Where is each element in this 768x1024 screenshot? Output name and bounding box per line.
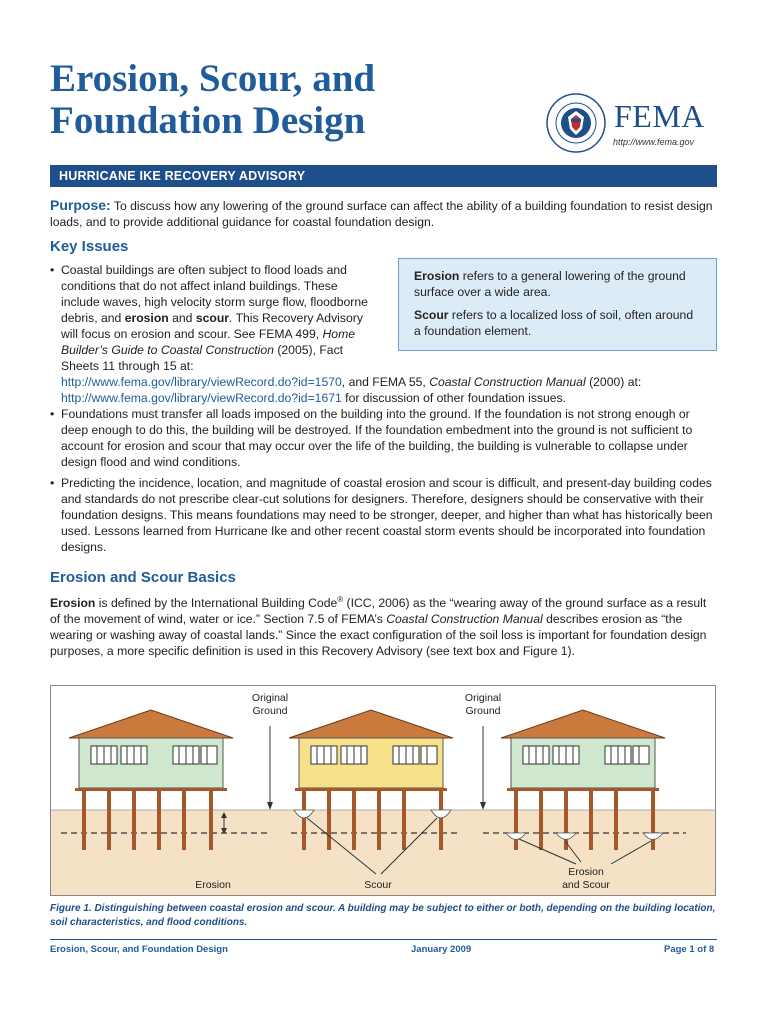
registered-mark: ® [337,595,344,604]
b1-text-2: and [168,311,196,325]
label-original-ground-2: Original [464,692,502,704]
b1-text-1: Coastal buildings are often subject to flood loads and conditions that do not affect inland buildings. These include waves, high velocity storm surge flow, floodborne debris, and [61,263,368,325]
callout-scour-def [414,307,701,339]
advisory-banner: HURRICANE IKE RECOVERY ADVISORY [50,165,717,187]
figure-caption: Figure 1. Distinguishing between coastal erosion and scour. A building may be subject to either or both, depending on the building location, soil characteristics, and flood conditions. [50,903,716,928]
bullet-2-text: Foundations must transfer all loads imposed on the building into the ground. If the foundation is not strong enough or deep enough to do this, the building will be destroyed. If the foundation embedment into the ground is not sufficient to account for erosion and scour that may occur over the life of the building, the building is vulnerable to collapse under design flood and wind conditions. [61,407,693,469]
dhs-seal-icon [546,93,606,153]
label-original-ground-2b: Ground [465,705,501,717]
callout-scour-term: Scour [414,308,449,322]
b1-text-4: (2005), Fact Sheets 11 through 15 at: [61,343,344,373]
footer-page: Page 1 of 8 [664,944,715,955]
b1-link-1671[interactable]: http://www.fema.gov/library/viewRecord.do?id=1671 [61,391,342,405]
house-erosion [69,710,233,791]
document-title [50,58,520,142]
purpose-text: To discuss how any lowering of the ground surface can affect the ability of a building foundation to resist design loads, and to provide additional guidance for coastal foundation design. [50,199,713,229]
title-line-2: Foundation Design [50,99,366,142]
fema-url: http://www.fema.gov [613,137,695,147]
house-erosion-scour [501,710,665,791]
label-original-ground-1b: Ground [252,705,288,717]
basics-term: Erosion [50,596,96,611]
fema-wordmark: FEMA [614,98,705,134]
key-issue-bullet-3 [50,475,718,555]
label-original-ground-1: Original [251,692,289,704]
bullet-marker: • [50,476,55,490]
b1-bold-scour: scour [195,311,230,325]
purpose-paragraph [50,197,718,230]
callout-erosion-text: refers to a general lowering of the ground surface over a wide area. [414,269,686,299]
definition-callout-box [398,258,717,351]
b1-text-7: for discussion of other foundation issues. [341,391,567,405]
footer-rule [50,939,717,940]
b1-text-5: , and FEMA 55, [341,375,430,389]
callout-erosion-term: Erosion [414,269,460,283]
key-issues-heading: Key Issues [50,238,129,255]
b1-italic-guide: Home Builder’s Guide to Coastal Construction [61,327,356,357]
basics-italic-manual: Coastal Construction Manual [386,612,543,627]
bullet-marker: • [50,263,55,277]
key-issue-bullet-2 [50,406,718,470]
label-erosion: Erosion [195,879,231,891]
basics-text-3: describes erosion as “the wearing or washing away of coastal lands.” Since the exact configuration of the soil loss is important for foundation design purposes, a more specific definition is used in this Recovery Advisory (see text box and Figure 1). [50,612,707,659]
footer-date: January 2009 [411,944,472,955]
title-line-1: Erosion, Scour, and [50,57,376,100]
b1-text-3: . This Recovery Advisory will focus on erosion and scour. See FEMA 499, [61,311,363,341]
callout-scour-text: refers to a localized loss of soil, often around a foundation element. [414,308,694,338]
basics-paragraph [50,592,718,659]
b1-bold-erosion: erosion [124,311,169,325]
purpose-label: Purpose: [50,197,111,213]
bullet-marker: • [50,407,55,421]
label-erosion-and-scour-2: and Scour [562,879,610,891]
fema-logo [546,93,716,153]
bullet-3-text: Predicting the incidence, location, and magnitude of coastal erosion and scour is difficult, and present-day building codes and standards do not prescribe clear-cut solutions for designers. Therefore, designers should be conservative with their foundation designs. This means foundations may need to be stronger, deeper, and higher than what has historically been used. Lessons learned from Hurricane Ike and other recent coastal storm events should be incorporated into foundation designs. [61,476,713,554]
basics-heading: Erosion and Scour Basics [50,569,236,586]
b1-italic-manual: Coastal Construction Manual [429,375,586,389]
label-erosion-and-scour-1: Erosion [568,866,604,878]
footer-title: Erosion, Scour, and Foundation Design [50,944,228,955]
erosion-scour-illustration [51,686,716,896]
b1-link-1570[interactable]: http://www.fema.gov/library/viewRecord.do?id=1570 [61,375,342,389]
house-scour [289,710,453,791]
callout-erosion-def [414,268,701,300]
basics-text-1: is defined by the International Building Code [95,596,338,611]
figure-1-diagram [50,685,716,896]
basics-text-2: (ICC, 2006) as the “wearing away of the ground surface as a result of the movement of wind, water or ice.” Section 7.5 of FEMA’s [50,596,707,627]
label-scour: Scour [364,879,392,891]
b1-text-6: (2000) at: [585,375,642,389]
